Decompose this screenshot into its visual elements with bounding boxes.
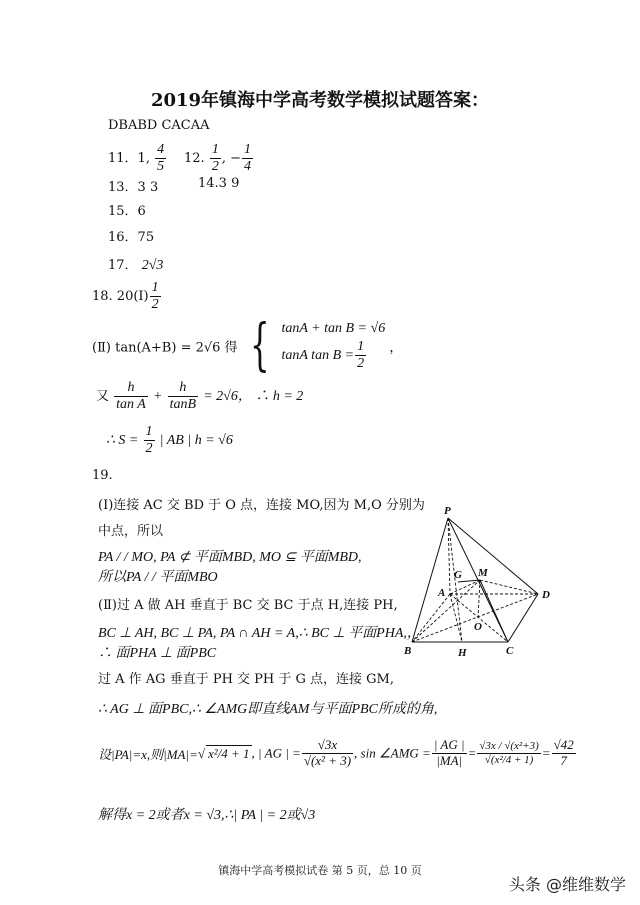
label-O: O bbox=[474, 621, 482, 633]
answer-12-fraction-2: $\frac{1}{4}$ bbox=[244, 142, 251, 175]
q19-p2-line2-comma: ， bbox=[406, 626, 421, 641]
page-title: 2019年镇海中学高考数学模拟试题答案： bbox=[150, 90, 490, 111]
answer-11-fraction: $\frac{4}{5}$ bbox=[157, 142, 165, 175]
line6-intro: 设|PA|=x,则|MA|= bbox=[98, 746, 198, 762]
q19-p2-line6 bbox=[98, 738, 577, 769]
label-M: M bbox=[478, 567, 488, 579]
answer-14: 14.3 9 bbox=[198, 176, 240, 191]
system-line-2: tanA tan B = $\frac{1}{2}$ bbox=[281, 338, 365, 371]
answer-15: 15．6 bbox=[108, 204, 146, 219]
q19-p2-line2 bbox=[98, 622, 421, 642]
watermark: 头条 @维维数学 bbox=[508, 875, 626, 894]
q19-p1-line3: PA / / MO, PA ⊄ 平面MBD, MO ⊆ 平面MBD, bbox=[98, 550, 362, 565]
answer-12 bbox=[184, 142, 254, 175]
system-line-2-fraction: $\frac{1}{2}$ bbox=[357, 338, 365, 371]
q19-p2-line4: 过 A 作 AG 垂直于 PH 交 PH 于 G 点，连接 GM, bbox=[98, 672, 394, 687]
system-comma: ， bbox=[389, 340, 403, 356]
label-G: G bbox=[454, 569, 462, 581]
seg-AM bbox=[450, 580, 480, 594]
system-line-1: tanA + tan B = √6 bbox=[281, 321, 386, 337]
q18-line3-prefix: 又 bbox=[96, 389, 110, 405]
q18-head: 18. 20(Ⅰ) bbox=[92, 289, 149, 305]
q18-line3-fraction-2: $\frac{h}{\tan B}$ bbox=[169, 380, 197, 413]
q19-p2-line2-text: BC ⊥ AH, BC ⊥ PA, PA ∩ AH = A,∴ BC ⊥ 平面PHA, bbox=[98, 626, 407, 641]
answer-17-value: 2√3 bbox=[141, 258, 164, 273]
label-C: C bbox=[506, 645, 514, 657]
q19-p2-line7: 解得x = 2或者x = √3,∴| PA | = 2或√3 bbox=[98, 808, 316, 823]
ag-label: , | AG | = bbox=[251, 745, 301, 761]
edge-CD bbox=[508, 594, 538, 642]
equals-1: = bbox=[467, 745, 477, 761]
left-brace: { bbox=[249, 313, 270, 378]
ag-fraction: $\frac{√3x}{\text{√(x² + 3)}}$ bbox=[303, 737, 352, 768]
q19-p2-line5: ∴ AG ⊥ 面PBC,∴ ∠AMG即直线AM与平面PBC所成的角, bbox=[98, 702, 438, 717]
seg-AH bbox=[450, 594, 462, 642]
sin-fraction-2: $\frac{\text{√3x / √(x²+3)}}{\text{√(x²/4 + 1)}}$ bbox=[479, 740, 539, 766]
equals-2: = bbox=[541, 745, 551, 761]
q18-line3-plus: + bbox=[153, 389, 163, 405]
choice-answers: DBABD CACAA bbox=[108, 118, 210, 133]
sin-result-fraction: $\frac{√42}{7}$ bbox=[553, 737, 574, 768]
ma-root bbox=[198, 746, 252, 761]
q19-p1-line1: (Ⅰ)连接 AC 交 BD 于 O 点，连接 MO,因为 M,O 分别为 bbox=[98, 498, 425, 513]
sin-label: , sin ∠AMG = bbox=[354, 745, 431, 761]
answer-11-label: 11．1, bbox=[108, 151, 150, 167]
q18-line3-result: = 2√6， ∴ h = 2 bbox=[203, 389, 304, 405]
q18-line4-fraction: $\frac{1}{2}$ bbox=[145, 424, 153, 457]
q18-part1 bbox=[92, 280, 162, 313]
answer-12-separator: , − bbox=[221, 151, 241, 167]
answer-12-label: 12. bbox=[184, 151, 205, 167]
label-B: B bbox=[404, 645, 412, 657]
answer-16: 16．75 bbox=[108, 230, 155, 245]
seg-BM bbox=[412, 580, 480, 642]
ma-radicand: x²/4 + 1 bbox=[207, 745, 250, 761]
q18-line3-fraction-1: $\frac{h}{\text{tan A}}$ bbox=[116, 380, 146, 413]
answer-11 bbox=[108, 142, 167, 175]
edge-PB bbox=[412, 518, 448, 642]
q18-line3 bbox=[96, 380, 303, 413]
sin-fraction-1: $\frac{| AG |}{|MA|}$ bbox=[433, 737, 465, 768]
page-footer: 镇海中学高考模拟试卷 第 5 页，总 10 页 bbox=[218, 864, 422, 877]
q19-p1-line2: 中点，所以 bbox=[98, 524, 164, 539]
q18-line4-prefix: ∴ S = bbox=[106, 433, 139, 449]
q18-line4 bbox=[106, 424, 233, 457]
q18-part2-label: (Ⅱ) tan(A+B) = 2√6 得 bbox=[92, 340, 238, 356]
q19-p2-line3: ∴ 面PHA ⊥ 面PBC bbox=[98, 646, 217, 661]
pyramid-figure bbox=[400, 500, 560, 660]
answer-17-label: 17． bbox=[108, 258, 138, 273]
q18-line4-result: | AB | h = √6 bbox=[159, 433, 233, 449]
answer-17 bbox=[108, 254, 163, 274]
label-A: A bbox=[438, 587, 446, 599]
answer-12-fraction-1: $\frac{1}{2}$ bbox=[211, 142, 219, 175]
answer-13: 13．3 3 bbox=[108, 180, 159, 195]
label-P: P bbox=[444, 505, 451, 517]
q19-p1-line4: 所以PA / / 平面MBO bbox=[98, 570, 218, 585]
q18-head-fraction: $\frac{1}{2}$ bbox=[151, 280, 159, 313]
q19-p2-line1: (Ⅱ)过 A 做 AH 垂直于 BC 交 BC 于点 H,连接 PH, bbox=[98, 598, 398, 613]
q19-number: 19. bbox=[92, 468, 113, 483]
equation-system bbox=[281, 320, 385, 371]
q18-part2 bbox=[92, 313, 403, 378]
label-D: D bbox=[542, 589, 550, 601]
edge-PD bbox=[448, 518, 538, 594]
seg-MO bbox=[478, 580, 480, 618]
label-H: H bbox=[458, 647, 467, 659]
